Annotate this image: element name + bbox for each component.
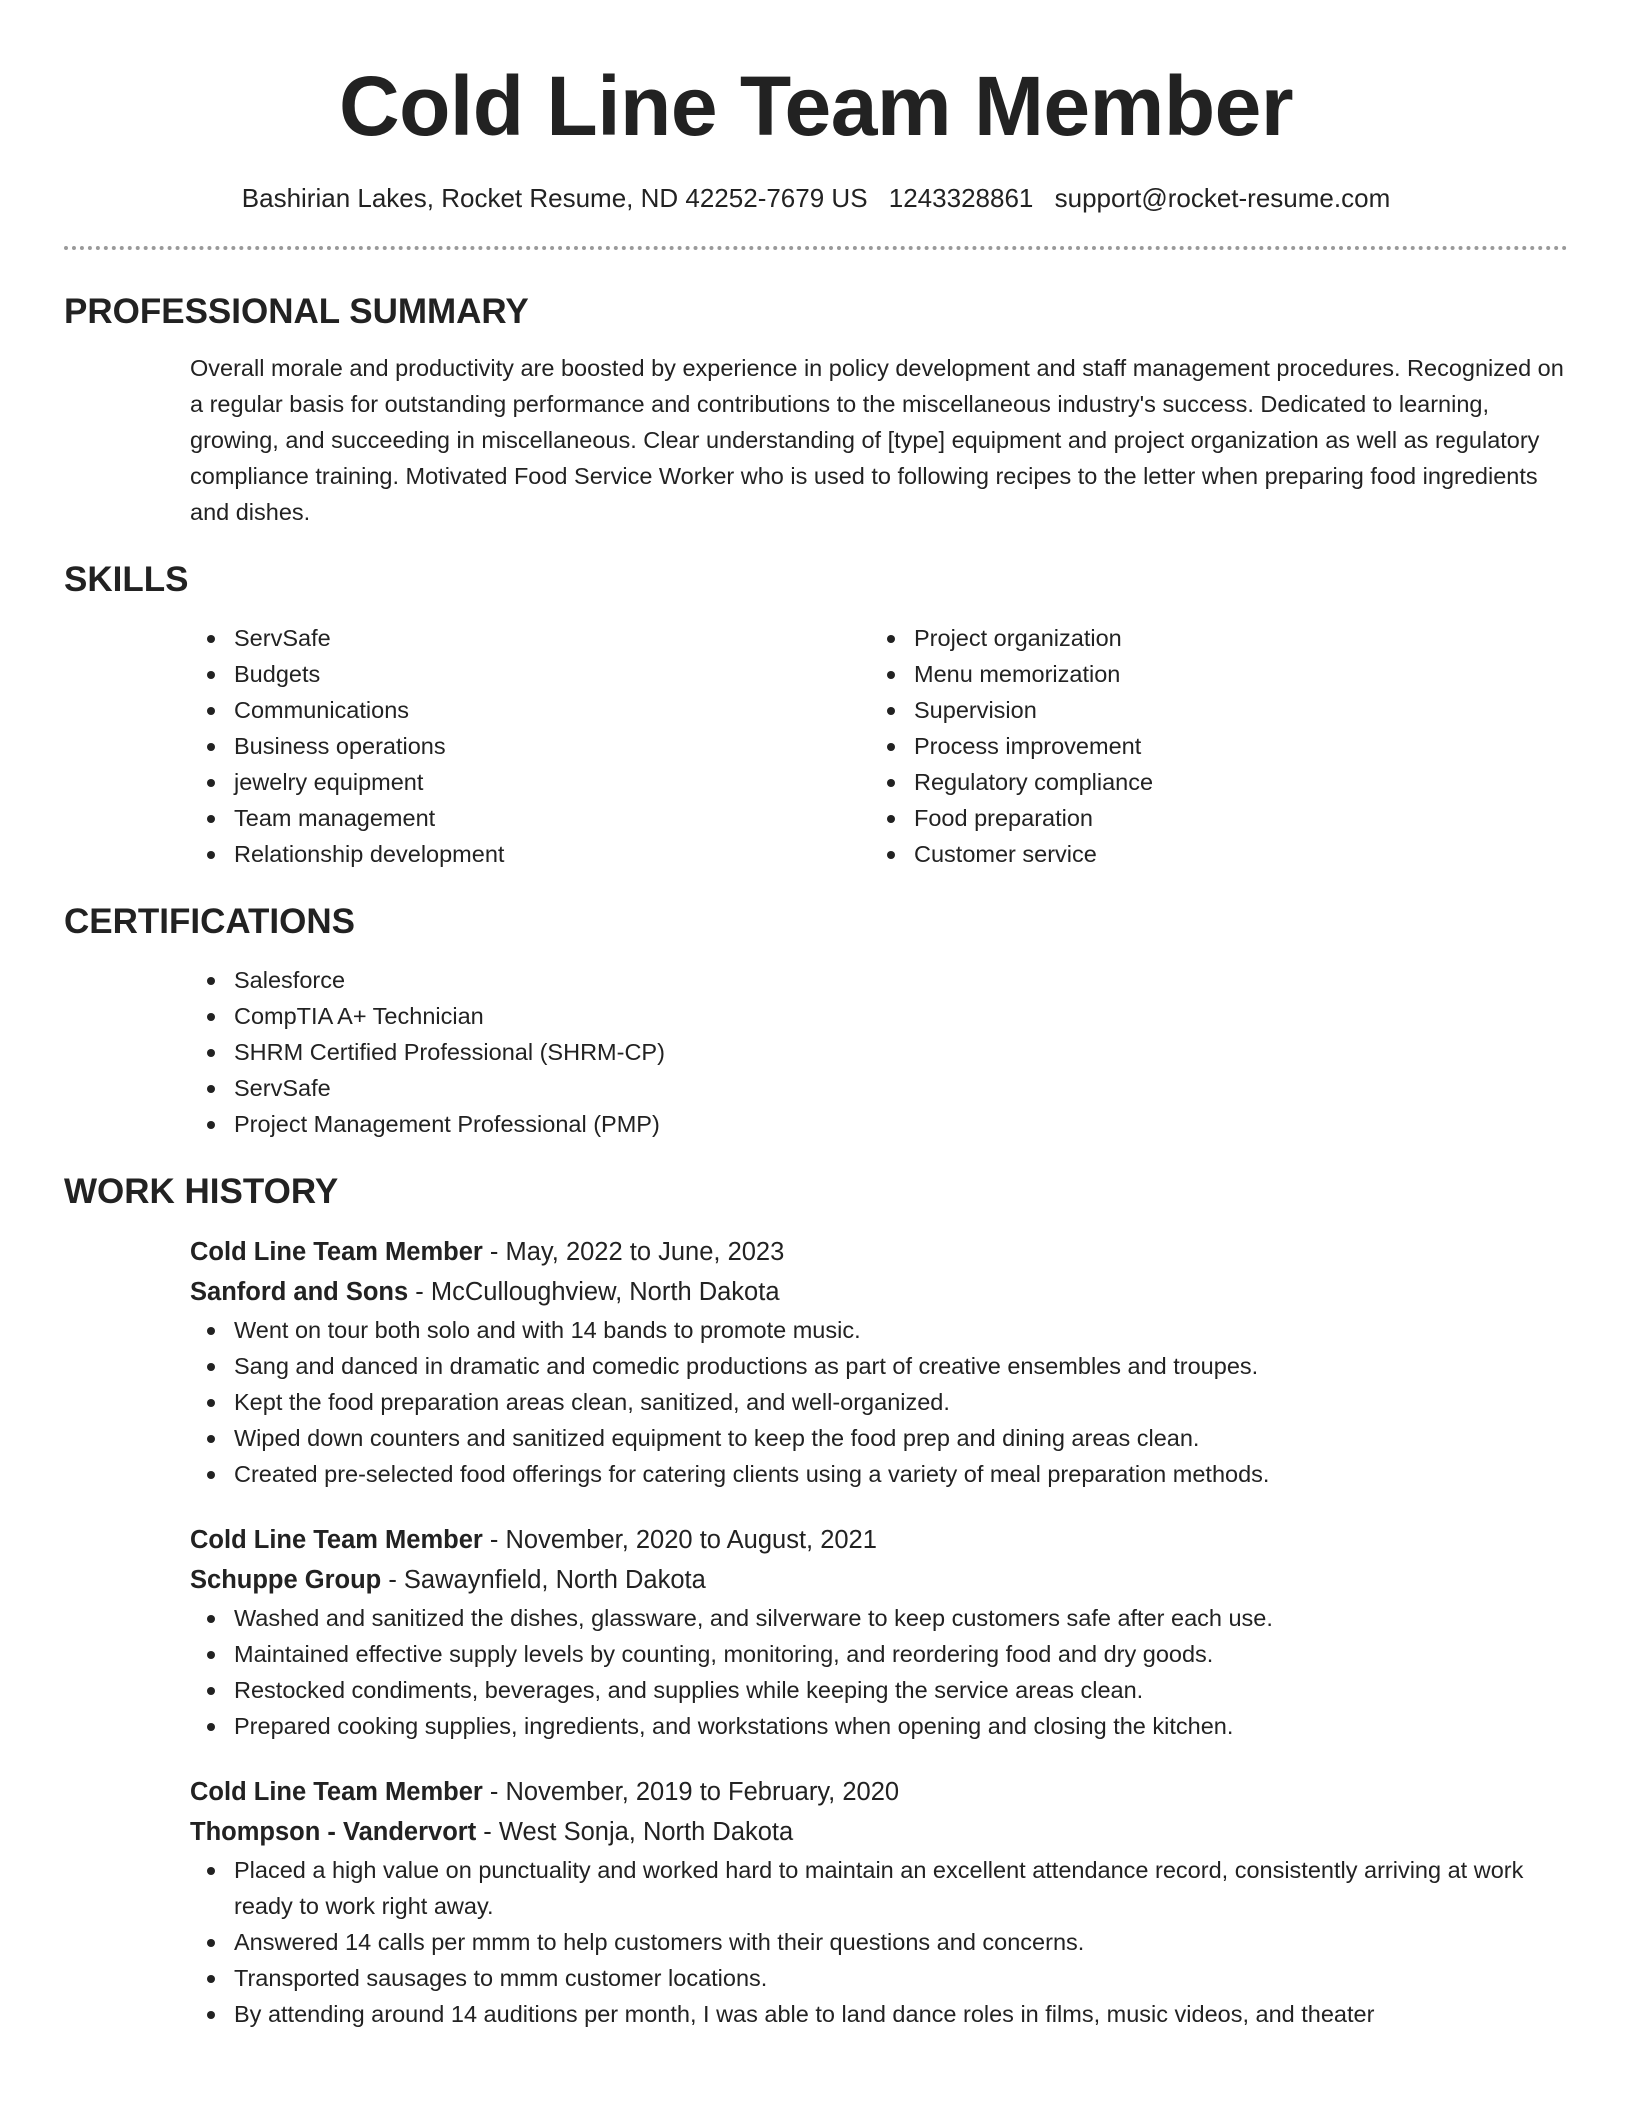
job-role: Cold Line Team Member [190,1778,483,1806]
job-role: Cold Line Team Member [190,1238,483,1266]
job-company: Thompson - Vandervort [190,1818,477,1846]
job-entry [190,1520,1568,1744]
job-duty-item: Prepared cooking supplies, ingredients, and workstations when opening and closing the kitchen. [234,1708,1568,1744]
job-duty-item: Transported sausages to mmm customer locations. [234,1960,1568,1996]
job-duty-item: Answered 14 calls per mmm to help customers with their questions and concerns. [234,1924,1568,1960]
skill-item: Business operations [234,728,870,764]
job-location: - Sawaynfield, North Dakota [381,1566,706,1594]
skill-item: Relationship development [234,836,870,872]
summary-heading: PROFESSIONAL SUMMARY [64,292,529,331]
skill-item: Regulatory compliance [914,764,1550,800]
header-divider [64,246,1568,250]
certification-item: Project Management Professional (PMP) [234,1106,1568,1142]
skill-item: Communications [234,692,870,728]
skill-item: Process improvement [914,728,1550,764]
job-entry [190,1772,1568,2032]
job-title-line [190,1772,1568,1812]
skill-item: Team management [234,800,870,836]
skills-heading: SKILLS [64,560,189,599]
job-duty-item: By attending around 14 auditions per month, I was able to land dance roles in films, music videos, and theater [234,1996,1568,2032]
skill-item: Project organization [914,620,1550,656]
job-title-line [190,1520,1568,1560]
job-duties [190,1600,1568,1744]
contact-phone: 1243328861 [888,183,1034,213]
skills-column-right [870,620,1550,872]
certification-item: SHRM Certified Professional (SHRM-CP) [234,1034,1568,1070]
job-duty-item: Washed and sanitized the dishes, glassware, and silverware to keep customers safe after each use. [234,1600,1568,1636]
resume-page [64,0,1568,2032]
skill-item: Supervision [914,692,1550,728]
job-company: Schuppe Group [190,1566,382,1594]
job-entry [190,1232,1568,1492]
resume-name: Cold Line Team Member [338,59,1294,153]
skills-list [190,620,1568,872]
job-location: - McCulloughview, North Dakota [408,1278,780,1306]
job-duty-item: Wiped down counters and sanitized equipment to keep the food prep and dining areas clean. [234,1420,1568,1456]
job-company-line [190,1812,1568,1852]
certification-item: Salesforce [234,962,1568,998]
work-history-heading: WORK HISTORY [64,1172,339,1211]
skill-item: Menu memorization [914,656,1550,692]
job-duty-item: Went on tour both solo and with 14 bands to promote music. [234,1312,1568,1348]
job-duties [190,1312,1568,1492]
skills-column-left [190,620,870,872]
job-duty-item: Restocked condiments, beverages, and supplies while keeping the service areas clean. [234,1672,1568,1708]
skill-item: jewelry equipment [234,764,870,800]
summary-text: Overall morale and productivity are boosted by experience in policy development and staff management procedures. Recognized on a regular basis for outstanding performance and contributions to the miscellaneous industry's success. Dedicated to learning, growing, and succeeding in miscellaneous. Clear understanding of [type] equipment and project organization as well as regulatory compliance training. Motivated Food Service Worker who is used to following recipes to the letter when preparing food ingredients and dishes. [190,355,1564,525]
contact-line [64,180,1568,216]
job-duty-item: Kept the food preparation areas clean, sanitized, and well-organized. [234,1384,1568,1420]
skill-item: Customer service [914,836,1550,872]
contact-email: support@rocket-resume.com [1054,183,1391,213]
job-company-line [190,1272,1568,1312]
job-location: - West Sonja, North Dakota [476,1818,794,1846]
job-title-line [190,1232,1568,1272]
certifications-list [190,962,1568,1142]
job-duty-item: Placed a high value on punctuality and worked hard to maintain an excellent attendance record, consistently arriving at work ready to work right away. [234,1852,1568,1924]
skill-item: Food preparation [914,800,1550,836]
job-duties [190,1852,1568,2032]
job-duty-item: Sang and danced in dramatic and comedic productions as part of creative ensembles and troupes. [234,1348,1568,1384]
contact-address: Bashirian Lakes, Rocket Resume, ND 42252-7679 US [241,183,868,213]
certification-item: ServSafe [234,1070,1568,1106]
job-company: Sanford and Sons [190,1278,409,1306]
job-company-line [190,1560,1568,1600]
skill-item: ServSafe [234,620,870,656]
job-dates: - May, 2022 to June, 2023 [482,1238,785,1266]
skill-item: Budgets [234,656,870,692]
job-duty-item: Maintained effective supply levels by counting, monitoring, and reordering food and dry goods. [234,1636,1568,1672]
job-dates: - November, 2020 to August, 2021 [482,1526,877,1554]
certifications-heading: CERTIFICATIONS [64,902,356,941]
job-dates: - November, 2019 to February, 2020 [482,1778,900,1806]
job-role: Cold Line Team Member [190,1526,483,1554]
job-duty-item: Created pre-selected food offerings for catering clients using a variety of meal preparation methods. [234,1456,1568,1492]
certification-item: CompTIA A+ Technician [234,998,1568,1034]
